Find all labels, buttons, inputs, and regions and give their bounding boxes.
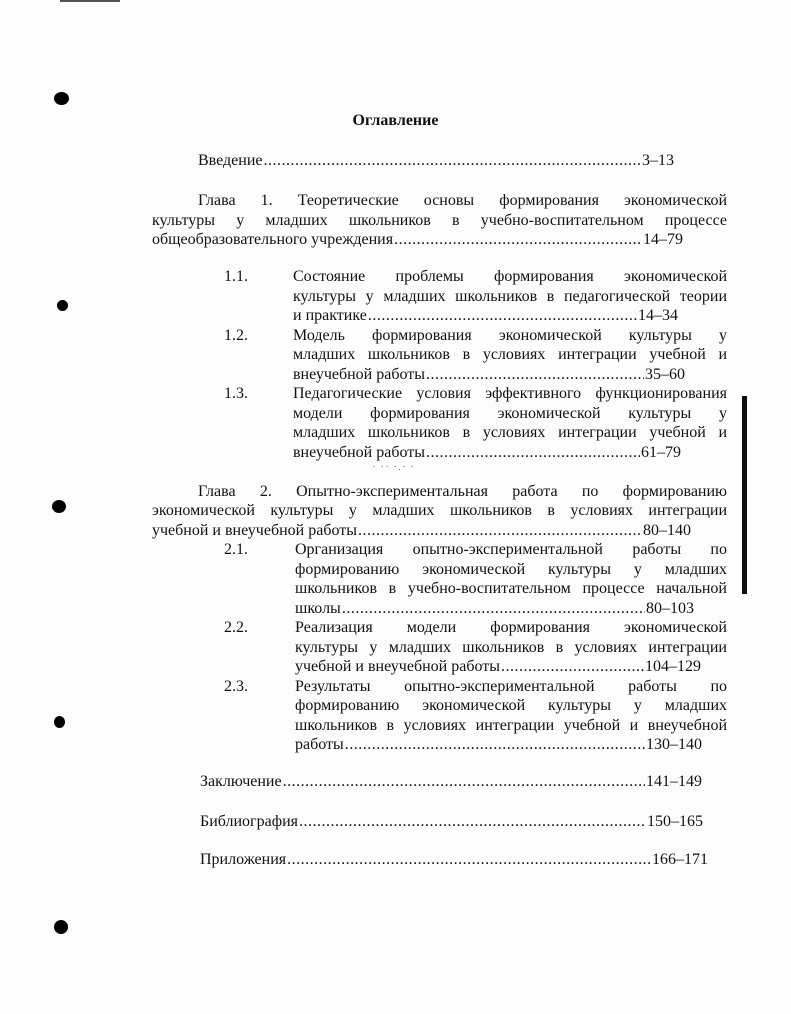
dot-leader — [368, 306, 637, 326]
section-last-line: работы ..... 130–140 — [295, 735, 702, 755]
section-pages: 80–103 — [646, 600, 694, 617]
section-number: 2.1. — [224, 541, 248, 558]
dot-leader — [358, 521, 642, 541]
section-line: младших школьников в условиях интеграции учебной и — [293, 424, 727, 441]
section-pages: 104–129 — [645, 658, 701, 675]
section-line: Реализация модели формирования экономической — [295, 619, 727, 636]
dot-leader — [299, 812, 646, 832]
section-pages: 35–60 — [645, 366, 685, 383]
section-line: культуры у младших школьников в педагогической теории — [293, 288, 727, 305]
section-last-line: и практике ..... 14–34 — [293, 306, 678, 326]
toc-entry-pages: 166–171 — [652, 851, 708, 868]
toc-entry-label: Библиография — [200, 813, 298, 830]
section-line: Педагогические условия эффективного функционирования — [293, 385, 727, 402]
page-title: Оглавление — [352, 112, 439, 129]
dot-leader — [342, 599, 645, 619]
section-line: формированию экономической культуры у младших — [295, 561, 727, 578]
toc-entry-label: Заключение — [200, 773, 282, 790]
toc-entry-pages: 3–13 — [642, 152, 674, 169]
dot-leader — [287, 850, 651, 870]
chapter2-heading-last: учебной и внеучебной работы ..... 80–140 — [152, 521, 691, 541]
scan-edge-line — [60, 0, 120, 2]
dot-leader — [426, 365, 644, 385]
dot-leader — [394, 230, 642, 250]
section-line: Состояние проблемы формирования экономической — [293, 268, 727, 285]
section-last-line: учебной и внеучебной работы ..... 104–129 — [295, 657, 701, 677]
toc-entry-bibliography — [200, 812, 703, 832]
section-last-line: внеучебной работы ..... 61–79 — [293, 443, 681, 463]
section-line: школьников в учебно-воспитательном процессе начальной — [295, 580, 727, 597]
toc-entry-label: Введение — [198, 152, 263, 169]
chapter1-heading-line: Глава 1. Теоретические основы формирования экономической — [198, 192, 727, 209]
section-number: 1.2. — [224, 327, 248, 344]
section-last-line: школы ..... 80–103 — [295, 599, 694, 619]
scan-margin-bar — [742, 396, 747, 594]
section-line: Результаты опытно-экспериментальной работы по — [295, 678, 727, 695]
chapter2-pages: 80–140 — [643, 522, 691, 539]
section-line: Организация опытно-экспериментальной работы по — [295, 541, 727, 558]
section-line: школьников в условиях интеграции учебной и внеучебной — [295, 717, 727, 734]
toc-entry-appendices — [200, 850, 708, 870]
section-number: 2.3. — [224, 678, 248, 695]
section-line: культуры у младших школьников в условиях интеграции — [295, 639, 727, 656]
chapter1-heading-last: общеобразовательного учреждения ..... 14–79 — [152, 230, 683, 250]
toc-entry-intro — [198, 151, 674, 171]
section-line: модели формирования экономической культуры у — [293, 405, 727, 422]
section-pages: 61–79 — [641, 444, 681, 461]
chapter1-heading-line: культуры у младших школьников в учебно-воспитательном процессе — [152, 212, 727, 229]
chapter2-heading-line: экономической культуры у младших школьников в условиях интеграции — [152, 502, 727, 519]
section-number: 2.2. — [224, 619, 248, 636]
toc-entry-pages: 150–165 — [647, 813, 703, 830]
section-line: Модель формирования экономической культуры у — [293, 327, 727, 344]
toc-entry-label: Приложения — [200, 851, 287, 868]
chapter1-pages: 14–79 — [643, 231, 683, 248]
punch-hole-mark — [54, 716, 65, 728]
section-line: младших школьников в условиях интеграции учебной и — [293, 346, 727, 363]
punch-hole-mark — [52, 500, 66, 513]
punch-hole-mark — [54, 92, 69, 105]
punch-hole-mark — [54, 920, 68, 934]
section-number: 1.1. — [224, 268, 248, 285]
toc-entry-pages: 141–149 — [646, 773, 702, 790]
scan-noise: · ·· ·.· · — [372, 461, 415, 473]
dot-leader — [283, 772, 645, 792]
dot-leader — [426, 443, 640, 463]
dot-leader — [345, 735, 645, 755]
toc-entry-conclusion — [200, 772, 702, 792]
dot-leader — [264, 151, 642, 171]
chapter2-heading-line: Глава 2. Опытно-экспериментальная работа по формированию — [198, 483, 727, 500]
section-number: 1.3. — [224, 385, 248, 402]
section-last-line: внеучебной работы ..... 35–60 — [293, 365, 685, 385]
section-line: формированию экономической культуры у младших — [295, 697, 727, 714]
punch-hole-mark — [57, 300, 68, 311]
dot-leader — [501, 657, 644, 677]
section-pages: 14–34 — [638, 307, 678, 324]
section-pages: 130–140 — [646, 736, 702, 753]
